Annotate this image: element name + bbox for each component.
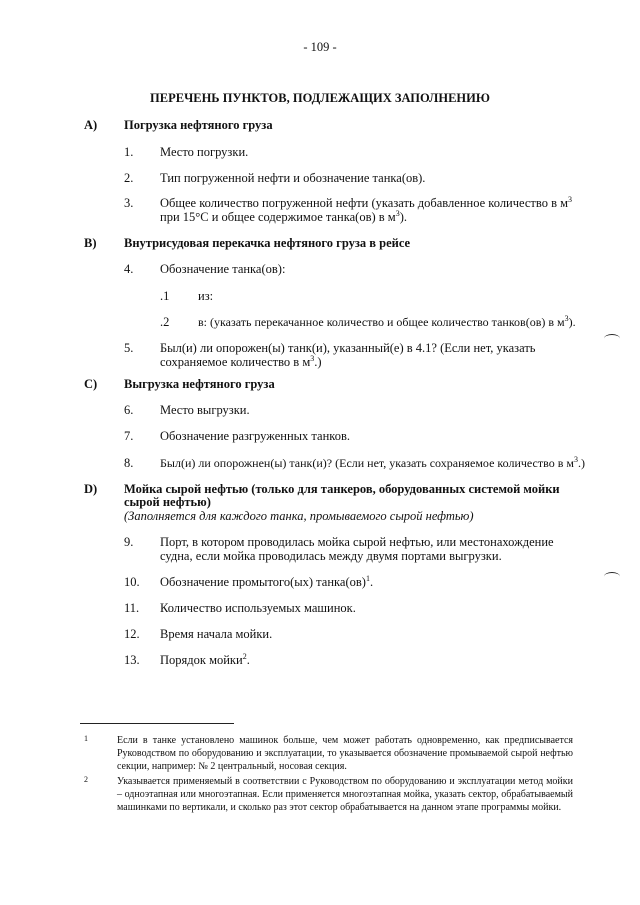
item-8-text: Был(и) ли опорожнен(ы) танк(и)? (Если нет, указать сохраняемое количество в $м^3$.) (160, 455, 585, 470)
item-4-number: 4. (124, 262, 134, 276)
section-c-title: Выгрузка нефтяного груза (124, 377, 275, 391)
item-6-text: Место выгрузки. (160, 403, 250, 417)
item-13-text: Порядок мойки$^2$. (160, 651, 250, 667)
item-12-text: Время начала мойки. (160, 627, 273, 641)
item-1-number: 1. (124, 145, 134, 159)
sub-item-2-number: .2 (160, 315, 170, 329)
section-a-title: Погрузка нефтяного груза (124, 118, 273, 132)
footnote-1-mark: 1 (84, 734, 88, 743)
section-a-letter: A) (84, 118, 98, 132)
sub-item-2-text: в: (указать перекачанное количество и общее количество танков(ов) в $м^3$). (198, 314, 576, 329)
margin-arc-mark (604, 334, 620, 343)
item-12-number: 12. (124, 627, 140, 641)
item-6-number: 6. (124, 403, 134, 417)
footnote-2-text: Указывается применяемый в соответствии с Руководством по оборудованию и эксплуатации метод мойки – одноэтапная или многоэтапная. Если применяется многоэтапная мойка, указать сектор, обрабатываемый машинками по вертикали, и сколько раз этот сектор обрабатывается на данном этапе программы мойки. (117, 776, 573, 813)
item-8-number: 8. (124, 456, 134, 470)
footnote-1-text: Если в танке установлено машинок больше, чем может работать одновременно, как предписывается Руководством по оборудованию и эксплуатации, то указывается обозначение промываемой сырой нефтью секции, например: № 2 центральный, носовая секция. (117, 735, 573, 772)
item-3-line-1: Общее количество погруженной нефти (указать добавленное количество в $м^3$ (160, 194, 573, 210)
item-1-text: Место погрузки. (160, 145, 249, 159)
item-5-line-1: Был(и) ли опорожен(ы) танк(и), указанный(е) в 4.1? (Если нет, указать (160, 341, 536, 355)
section-d-title-line-1: Мойка сырой нефтью (только для танкеров, оборудованных системой мойки (124, 482, 560, 496)
sub-item-1-text: из: (198, 289, 214, 303)
page-title: ПЕРЕЧЕНЬ ПУНКТОВ, ПОДЛЕЖАЩИХ ЗАПОЛНЕНИЮ (150, 91, 490, 105)
item-11-text: Количество используемых машинок. (160, 601, 356, 615)
section-b-letter: B) (84, 236, 97, 250)
item-9-number: 9. (124, 535, 134, 549)
item-7-text: Обозначение разгруженных танков. (160, 429, 350, 443)
item-3-line-2: при 15°C и общее содержимое танка(ов) в $м^3$). (160, 208, 408, 224)
item-5-number: 5. (124, 341, 134, 355)
item-2-text: Тип погруженной нефти и обозначение танка(ов). (160, 171, 426, 185)
item-4-text: Обозначение танка(ов): (160, 262, 286, 276)
page-number: - 109 - (303, 40, 337, 54)
footnote-2-mark: 2 (84, 775, 88, 784)
item-5-line-2: сохраняемое количество в $м^3$.) (160, 353, 322, 369)
margin-arc-mark (604, 572, 620, 581)
item-7-number: 7. (124, 429, 134, 443)
section-b-title: Внутрисудовая перекачка нефтяного груза в рейсе (124, 236, 411, 250)
item-9-line-2: судна, если мойка проводилась между двумя портами выгрузки. (160, 549, 502, 563)
section-d-subtitle: (Заполняется для каждого танка, промываемого сырой нефтью) (124, 509, 474, 523)
item-11-number: 11. (124, 601, 140, 615)
item-9-line-1: Порт, в котором проводилась мойка сырой нефтью, или местонахождение (160, 535, 554, 549)
sub-item-1-number: .1 (160, 289, 170, 303)
section-d-title-line-2: сырой нефтью) (124, 495, 211, 509)
section-d-letter: D) (84, 482, 98, 496)
section-c-letter: C) (84, 377, 98, 391)
item-10-number: 10. (124, 575, 140, 589)
footnote-separator (80, 723, 234, 724)
item-3-number: 3. (124, 196, 134, 210)
item-10-text: Обозначение промытого(ых) танка(ов)$^1$. (160, 573, 374, 589)
item-13-number: 13. (124, 653, 140, 667)
item-2-number: 2. (124, 171, 134, 185)
